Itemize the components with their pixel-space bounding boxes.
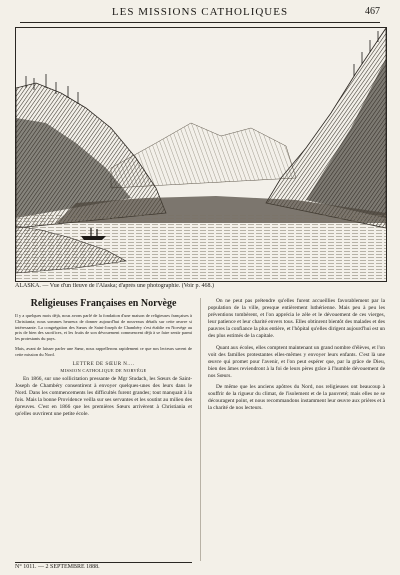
- body-paragraph: Quant aux écoles, elles comptent maintenant un grand nombre d'élèves, et l'on voit des familles protestantes elles-mêmes y envoyer leurs enfants. C'est là une œuvre qui promet pour l'avenir, et l'on peut espérer que, par la grâce de Dieu, bien des âmes reviendront à la foi de leurs pères grâce à l'humble dévouement de nos Sœurs.: [208, 344, 385, 379]
- journal-title: LES MISSIONS CATHOLIQUES: [111, 6, 289, 18]
- running-header: [20, 6, 380, 28]
- intro-paragraph: Il y a quelques mois déjà, nous avons parlé de la fondation d'une maison de religieuses françaises à Christiania; nous sommes heureux de donner aujourd'hui de nouveaux détails sur cette œuvre si intéressante. La congrégation des Sœurs de Saint-Joseph de Chambéry s'est établie en Norvège au prix de bien des sacrifices, et les fruits de son dévouement commencent déjà à se faire sentir parmi les protestants du pays.: [15, 313, 192, 342]
- column-divider: [200, 298, 201, 561]
- body-paragraph: En 1866, sur une sollicitation pressante de Mgr Studach, les Sœurs de Saint-Joseph de Chambéry consentirent à envoyer quelques-unes des leurs dans le Nord. Dans les commencements les difficultés furent grandes; tout manquait à la fois. Mais la bonne Providence veilla sur ses servantes et les soutint au milieu des épreuves. C'est en 1866 que les premières Sœurs arrivèrent à Christiania et qu'elles ouvrirent une petite école.: [15, 375, 192, 418]
- right-column: [208, 298, 385, 563]
- body-paragraph: On ne peut pas prétendre qu'elles furent accueillies favorablement par la population de la ville, presque entièrement luthérienne. Mais peu à peu les préventions tombèrent, et l'on apprécia le zèle et le dévouement de ces vierges, leur patience et leur charité envers tous. Elles obtinrent bientôt des malades et des pauvres la confiance la plus entière, et l'hôpital qu'elles dirigent aujourd'hui est un des plus estimés de la capitale.: [208, 298, 385, 340]
- intro-paragraph-2: Mais, avant de laisser parler une Sœur, nous rappellerons rapidement ce que nos lecteurs savent de cette mission du Nord.: [15, 345, 192, 357]
- article-title: Religieuses Françaises en Norvège: [30, 298, 177, 309]
- river-landscape-engraving: [16, 28, 386, 281]
- canoe: [81, 236, 106, 240]
- body-paragraph: De même que les anciens apôtres du Nord, nos religieuses ont beaucoup à souffrir de la rigueur du climat, de l'isolement et de la pauvreté; mais elles ne se découragent point, et nous recommandons instamment leur œuvre aux prières et à la charité de nos lecteurs.: [208, 384, 385, 412]
- engraving-illustration: [15, 27, 387, 282]
- left-column: [15, 298, 192, 563]
- page-number: 467: [365, 6, 380, 17]
- illustration-caption: ALASKA. — Vue d'un fleuve de l'Alaska; d'après une photographie. (Voir p. 468.): [15, 283, 214, 289]
- letter-title: LETTRE DE SŒUR N....: [72, 361, 135, 367]
- header-rule: [20, 22, 380, 23]
- letter-subtitle: MISSION CATHOLIQUE DE NORVÈGE: [60, 367, 147, 373]
- issue-footer: N° 1011. — 2 SEPTEMBRE 1888.: [15, 562, 192, 570]
